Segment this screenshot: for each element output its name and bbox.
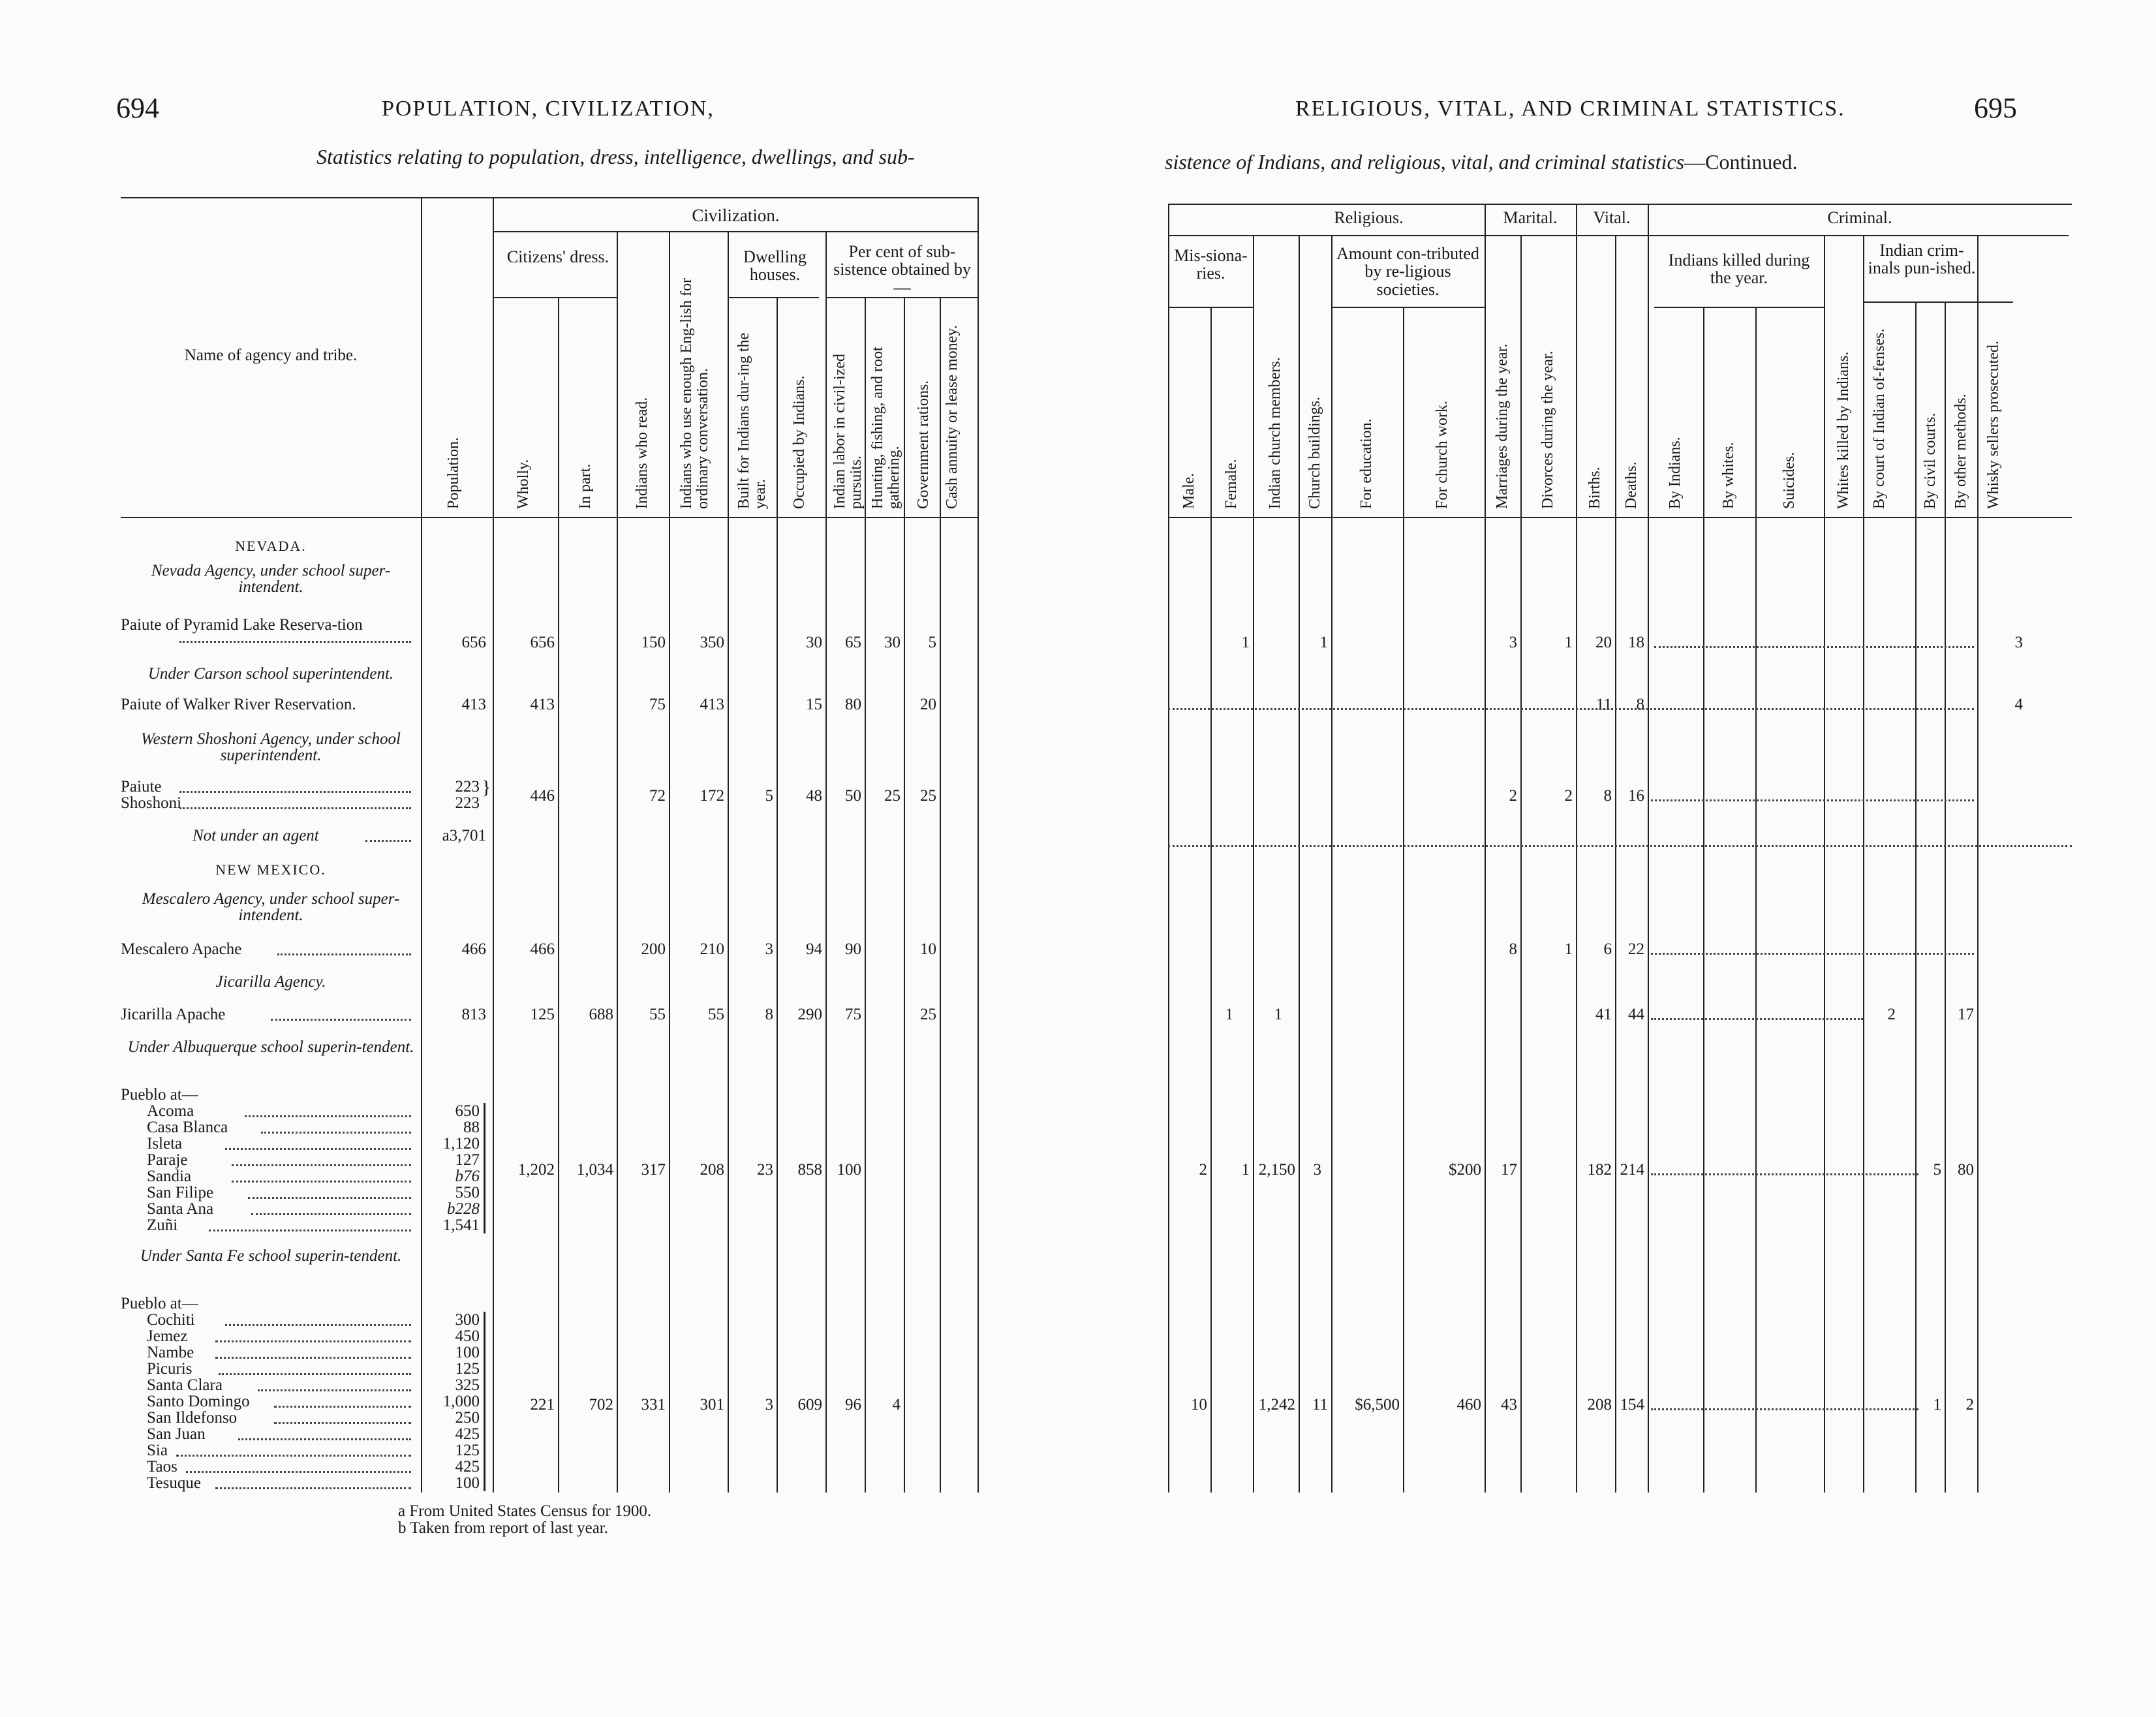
header-criminal: Criminal.	[1827, 208, 1892, 227]
cell: 1,202	[517, 1161, 555, 1179]
header-divorces: Divorces during the year.	[1539, 350, 1556, 509]
col-rule	[1485, 204, 1486, 1493]
cell: 90	[845, 940, 861, 958]
cell: 466	[461, 940, 486, 958]
cell: 150	[641, 634, 666, 651]
pueblo-name: Tesuque	[147, 1474, 201, 1492]
col-rule	[1977, 235, 1979, 1493]
cell: 3	[765, 940, 773, 958]
col-rule	[1299, 235, 1300, 1493]
leader-dots	[245, 1115, 411, 1117]
cell: 301	[700, 1396, 724, 1414]
header-rations: Government rations.	[915, 380, 932, 509]
cell: 125	[455, 1442, 480, 1459]
cell: 75	[649, 696, 666, 713]
header-male: Male.	[1180, 472, 1197, 509]
leader-dots	[179, 791, 411, 793]
col-rule	[825, 231, 827, 1493]
cell: 75	[845, 1006, 861, 1023]
cell: 22	[1628, 940, 1644, 958]
cell: 446	[530, 787, 555, 805]
cell: 30	[806, 634, 822, 651]
pueblo-name: San Juan	[147, 1425, 206, 1443]
leader-dots	[261, 1132, 411, 1134]
header-wholly: Wholly.	[515, 459, 532, 509]
header-by-whites: By whites.	[1720, 442, 1737, 509]
pueblo-at-label: Pueblo at—	[121, 1295, 198, 1312]
cell: 5	[1933, 1161, 1941, 1179]
leader-dots	[232, 1181, 411, 1183]
cell: 127	[455, 1151, 480, 1169]
cell: 250	[455, 1409, 480, 1427]
section-western-shoshoni: Western Shoshoni Agency, under school superintendent.	[141, 730, 401, 764]
col-rule	[1403, 307, 1404, 1493]
running-head-left: POPULATION, CIVILIZATION,	[382, 97, 715, 121]
col-rule	[1210, 307, 1212, 1493]
pueblo-name: Zuñi	[147, 1216, 178, 1234]
leader-dots	[215, 1487, 411, 1489]
header-name-col: Name of agency and tribe.	[184, 347, 358, 364]
header-punished: Indian crim-inals pun-ished.	[1868, 241, 1976, 278]
header-citizens-dress: Citizens' dress.	[506, 247, 609, 266]
header-suicides: Suicides.	[1781, 452, 1798, 509]
leader-dots	[209, 1230, 411, 1231]
cell: a3,701	[442, 827, 486, 844]
table-top-rule	[1168, 204, 2072, 205]
cell: 17	[1501, 1161, 1517, 1179]
right-page	[1057, 0, 2156, 1717]
cell: 5	[928, 634, 936, 651]
leader-dots	[225, 1324, 411, 1326]
leader-dots	[1168, 708, 1974, 710]
header-by-indians: By Indians.	[1667, 437, 1684, 509]
page-number-right: 695	[1974, 92, 2017, 124]
cell: 30	[884, 634, 901, 651]
civilization-rule	[493, 231, 979, 232]
cell: 80	[845, 696, 861, 713]
leader-dots	[251, 1213, 411, 1215]
pueblo-name: San Ildefonso	[147, 1409, 238, 1427]
cell: 2,150	[1258, 1161, 1295, 1179]
cell: 1,000	[442, 1393, 480, 1410]
cell: 8	[1509, 940, 1517, 958]
cell: 1,242	[1258, 1396, 1295, 1414]
row-name-mescalero: Mescalero Apache	[121, 940, 242, 958]
section-santa-fe: Under Santa Fe school superin-tendent.	[140, 1247, 402, 1265]
col-rule	[617, 231, 618, 1493]
cell: 2	[1199, 1161, 1207, 1179]
cell: 10	[920, 940, 936, 958]
header-built: Built for Indians dur-ing the year.	[735, 332, 769, 509]
leader-dots	[215, 1357, 411, 1359]
cell: 413	[700, 696, 724, 713]
group-rule	[1168, 235, 2069, 236]
pueblo-name: Santo Domingo	[147, 1393, 250, 1410]
cell: 413	[461, 696, 486, 713]
cell: $6,500	[1355, 1396, 1400, 1414]
leader-dots	[1651, 799, 1974, 801]
col-rule	[1648, 204, 1649, 1493]
pueblo-name: Cochiti	[147, 1311, 195, 1329]
cell: 16	[1628, 787, 1644, 805]
cell: 2	[1564, 787, 1573, 805]
cell: 5	[765, 787, 773, 805]
cell: 425	[455, 1458, 480, 1476]
cell: 8	[765, 1006, 773, 1023]
table-top-rule	[121, 197, 979, 198]
cell: 8	[1603, 787, 1612, 805]
cell: 300	[455, 1311, 480, 1329]
pueblo-name: Taos	[147, 1458, 177, 1476]
row-name-pyramid: Paiute of Pyramid Lake Reserva-tion	[121, 616, 363, 634]
cell: 125	[530, 1006, 555, 1023]
col-rule	[1703, 307, 1704, 1493]
cell: 425	[455, 1425, 480, 1443]
pueblo-name: Nambe	[147, 1344, 194, 1361]
col-rule	[1253, 235, 1254, 1493]
cell: 221	[530, 1396, 555, 1414]
header-civil-courts: By civil courts.	[1922, 412, 1939, 509]
pueblo-name: Acoma	[147, 1102, 194, 1120]
leader-dots	[179, 807, 411, 809]
cell: 94	[806, 940, 822, 958]
cell: 2	[1509, 787, 1517, 805]
cell: 2	[1887, 1006, 1896, 1023]
caption-left: Statistics relating to population, dress, intelligence, dwellings, and sub-	[316, 145, 915, 168]
header-cash: Cash annuity or lease money.	[944, 325, 961, 509]
row-name-jicarilla: Jicarilla Apache	[121, 1006, 226, 1023]
amount-rule	[1331, 307, 1485, 308]
header-church-members: Indian church members.	[1267, 357, 1284, 509]
header-amount: Amount con-tributed by re-ligious societies.	[1336, 244, 1479, 299]
cell: b76	[455, 1168, 480, 1185]
header-births: Births.	[1586, 467, 1603, 509]
cell: 3	[1509, 634, 1517, 651]
pueblo-name: Casa Blanca	[147, 1119, 228, 1136]
leader-dots	[1651, 1018, 1863, 1020]
col-rule	[1520, 235, 1522, 1493]
cell: 25	[920, 1006, 936, 1023]
cell: 10	[1191, 1396, 1207, 1414]
cell: 350	[700, 634, 724, 651]
col-rule	[1945, 302, 1946, 1493]
row-name-paiute: Paiute	[121, 778, 162, 796]
header-church-buildings: Church buildings.	[1306, 397, 1323, 509]
cell: 41	[1595, 1006, 1612, 1023]
header-missionaries: Mis-siona-ries.	[1174, 246, 1248, 283]
cell: 3	[2014, 634, 2023, 651]
cell: 650	[455, 1102, 480, 1120]
col-rule	[558, 297, 559, 1493]
header-church-work: For church work.	[1434, 401, 1451, 509]
cell: 65	[845, 634, 861, 651]
cell: 210	[700, 940, 724, 958]
pueblo-name: Santa Clara	[147, 1376, 223, 1394]
col-rule	[1755, 307, 1757, 1493]
header-labor: Indian labor in civil-ized pursuits.	[831, 354, 865, 509]
cell: 290	[797, 1006, 822, 1023]
header-deaths: Deaths.	[1623, 461, 1640, 509]
cell: b228	[447, 1200, 480, 1218]
col-rule	[1331, 235, 1332, 1493]
killed-rule	[1654, 307, 1824, 308]
row-name-walker: Paiute of Walker River Reservation.	[121, 696, 356, 713]
cell: 182	[1587, 1161, 1612, 1179]
footnote-a: a From United States Census for 1900.	[398, 1502, 652, 1520]
leader-dots	[274, 1406, 411, 1408]
cell: 688	[589, 1006, 613, 1023]
leader-dots	[1651, 1173, 1918, 1175]
leader-dots	[258, 1389, 411, 1391]
leader-dots	[225, 1148, 411, 1150]
cell: 413	[530, 696, 555, 713]
cell: 11	[1595, 696, 1612, 713]
cell: 4	[2014, 696, 2023, 713]
header-occupied: Occupied by Indians.	[791, 375, 808, 509]
cell: 1	[1933, 1396, 1941, 1414]
cell: 18	[1628, 634, 1644, 651]
cell: 223	[455, 778, 480, 796]
cell: 125	[455, 1360, 480, 1378]
pueblo-name: Picuris	[147, 1360, 192, 1378]
cell: 656	[530, 634, 555, 651]
cell: 25	[920, 787, 936, 805]
pueblo-name: Santa Ana	[147, 1200, 214, 1218]
leader-dots	[176, 1455, 411, 1457]
cell: 858	[797, 1161, 822, 1179]
cell: 1	[1319, 634, 1328, 651]
header-other-methods: By other methods.	[1952, 394, 1969, 509]
header-population: Population.	[445, 437, 462, 509]
cell: 50	[845, 787, 861, 805]
cell: 80	[1958, 1161, 1974, 1179]
header-vital: Vital.	[1593, 208, 1631, 227]
pueblo-name: Paraje	[147, 1151, 188, 1169]
header-subsistence: Per cent of sub-sistence obtained by—	[833, 242, 971, 297]
section-nevada: NEVADA.	[235, 538, 307, 554]
cell: 450	[455, 1327, 480, 1345]
leader-dots	[215, 1340, 411, 1342]
cell: 20	[920, 696, 936, 713]
col-rule	[904, 297, 905, 1493]
footnote-b: b Taken from report of last year.	[398, 1519, 608, 1537]
leader-dots	[274, 1422, 411, 1424]
header-female: Female.	[1223, 459, 1240, 509]
col-rule	[1576, 204, 1577, 1493]
section-new-mexico: NEW MEXICO.	[215, 861, 326, 878]
col-rule	[1615, 235, 1616, 1493]
dwelling-rule	[728, 297, 819, 298]
header-marriages: Marriages during the year.	[1494, 343, 1511, 509]
cell: 172	[700, 787, 724, 805]
header-civilization: Civilization.	[692, 206, 780, 225]
cell: 100	[455, 1474, 480, 1492]
cell: 100	[837, 1161, 861, 1179]
leader-dots	[1651, 1408, 1918, 1410]
cell: 23	[757, 1161, 773, 1179]
cell: 656	[461, 634, 486, 651]
leader-dots	[248, 1197, 411, 1199]
col-rule	[421, 197, 422, 1493]
section-jicarilla-agency: Jicarilla Agency.	[215, 973, 326, 991]
cell: 17	[1958, 1006, 1974, 1023]
col-rule	[1915, 302, 1917, 1493]
cell: 15	[806, 696, 822, 713]
cell: 1,541	[442, 1216, 480, 1234]
header-bottom-rule	[1168, 517, 2072, 518]
col-rule	[1824, 235, 1825, 1493]
brace	[484, 1103, 485, 1233]
cell: 208	[1587, 1396, 1612, 1414]
cell: 3	[1313, 1161, 1321, 1179]
cell: 25	[884, 787, 901, 805]
col-rule	[728, 231, 729, 1493]
leader-dots	[238, 1438, 411, 1440]
cell: 1	[1564, 634, 1573, 651]
cell: 44	[1628, 1006, 1644, 1023]
header-bottom-rule	[121, 517, 979, 518]
cell: 72	[649, 787, 666, 805]
cell: 55	[649, 1006, 666, 1023]
pueblo-name: Sia	[147, 1442, 168, 1459]
cell: 2	[1965, 1396, 1974, 1414]
section-carson: Under Carson school superintendent.	[147, 665, 394, 683]
pueblo-name: San Filipe	[147, 1184, 214, 1201]
pueblo-at-label: Pueblo at—	[121, 1086, 198, 1104]
left-page	[0, 0, 1057, 1717]
caption-right-roman: —Continued.	[1684, 150, 1798, 174]
brace	[484, 1312, 485, 1491]
leader-dots	[179, 641, 411, 643]
col-rule	[1168, 204, 1169, 1493]
col-rule	[493, 197, 494, 1493]
cell: 466	[530, 940, 555, 958]
cell: 331	[641, 1396, 666, 1414]
leader-dots	[277, 953, 411, 955]
header-indians-english: Indians who use enough Eng-lish for ordinary conversation.	[678, 278, 712, 509]
brace: }	[482, 777, 491, 798]
section-albuquerque: Under Albuquerque school superin-tendent.	[127, 1038, 414, 1056]
col-rule	[669, 231, 670, 1493]
header-marital: Marital.	[1503, 208, 1558, 227]
cell: 11	[1312, 1396, 1328, 1414]
cell: 702	[589, 1396, 613, 1414]
header-education: For education.	[1358, 418, 1375, 509]
cell: 609	[797, 1396, 822, 1414]
dress-rule	[493, 297, 617, 298]
row-name-not-under-agent: Not under an agent	[192, 827, 319, 844]
row-name-shoshoni: Shoshoni	[121, 794, 182, 812]
cell: 223	[455, 794, 480, 812]
caption-right-italic: sistence of Indians, and religious, vital, and criminal statistics	[1165, 150, 1685, 174]
cell: 1	[1241, 634, 1250, 651]
running-head-right: RELIGIOUS, VITAL, AND CRIMINAL STATISTICS.	[1295, 97, 1845, 121]
col-rule	[1863, 235, 1864, 1493]
cell: 1	[1225, 1006, 1233, 1023]
header-court-offenses: By court of Indian of-fenses.	[1871, 328, 1888, 509]
header-dwelling-houses: Dwelling houses.	[743, 247, 807, 285]
header-religious: Religious.	[1334, 208, 1404, 227]
cell: 8	[1636, 696, 1644, 713]
subsistence-rule	[825, 297, 979, 298]
cell: 6	[1603, 940, 1612, 958]
col-rule	[978, 197, 979, 1493]
cell: 317	[641, 1161, 666, 1179]
caption-right	[1165, 150, 1797, 174]
cell: 813	[461, 1006, 486, 1023]
cell: 154	[1620, 1396, 1644, 1414]
cell: 550	[455, 1184, 480, 1201]
cell: 1	[1564, 940, 1573, 958]
cell: 43	[1501, 1396, 1517, 1414]
cell: 20	[1595, 634, 1612, 651]
pueblo-name: Isleta	[147, 1135, 183, 1152]
section-nevada-agency: Nevada Agency, under school super-intendent.	[151, 562, 391, 596]
col-rule	[940, 297, 941, 1493]
cell: 208	[700, 1161, 724, 1179]
header-killed: Indians killed during the year.	[1668, 251, 1810, 288]
header-in-part: In part.	[577, 463, 594, 509]
section-mescalero-agency: Mescalero Agency, under school super-intendent.	[142, 890, 400, 924]
cell: 100	[455, 1344, 480, 1361]
cell: 1	[1241, 1161, 1250, 1179]
cell: 4	[892, 1396, 901, 1414]
pueblo-name: Jemez	[147, 1327, 188, 1345]
leader-dots	[1168, 845, 2072, 847]
leader-dots	[232, 1164, 411, 1166]
cell: 88	[463, 1119, 480, 1136]
punished-rule	[1863, 302, 2013, 303]
cell: 3	[765, 1396, 773, 1414]
cell: 1,120	[442, 1135, 480, 1152]
cell: 325	[455, 1376, 480, 1394]
page-number-left: 694	[116, 92, 159, 124]
header-indians-read: Indians who read.	[634, 397, 651, 509]
leader-dots	[1654, 646, 1974, 648]
pueblo-name: Sandia	[147, 1168, 192, 1185]
col-rule	[777, 297, 778, 1493]
header-whisky: Whisky sellers prosecuted.	[1985, 341, 2002, 509]
leader-dots	[219, 1373, 411, 1375]
leader-dots	[186, 1471, 411, 1473]
leader-dots	[271, 1019, 411, 1021]
cell: 96	[845, 1396, 861, 1414]
cell: 48	[806, 787, 822, 805]
cell: 214	[1620, 1161, 1644, 1179]
cell: 55	[708, 1006, 724, 1023]
leader-dots	[1651, 953, 1974, 955]
cell: 1,034	[576, 1161, 613, 1179]
cell: $200	[1449, 1161, 1481, 1179]
header-whites-killed: Whites killed by Indians.	[1835, 351, 1852, 509]
cell: 1	[1274, 1006, 1282, 1023]
cell: 200	[641, 940, 666, 958]
cell: 460	[1456, 1396, 1481, 1414]
leader-dots	[365, 840, 411, 842]
header-hunting: Hunting, fishing, and root gathering.	[869, 347, 903, 509]
